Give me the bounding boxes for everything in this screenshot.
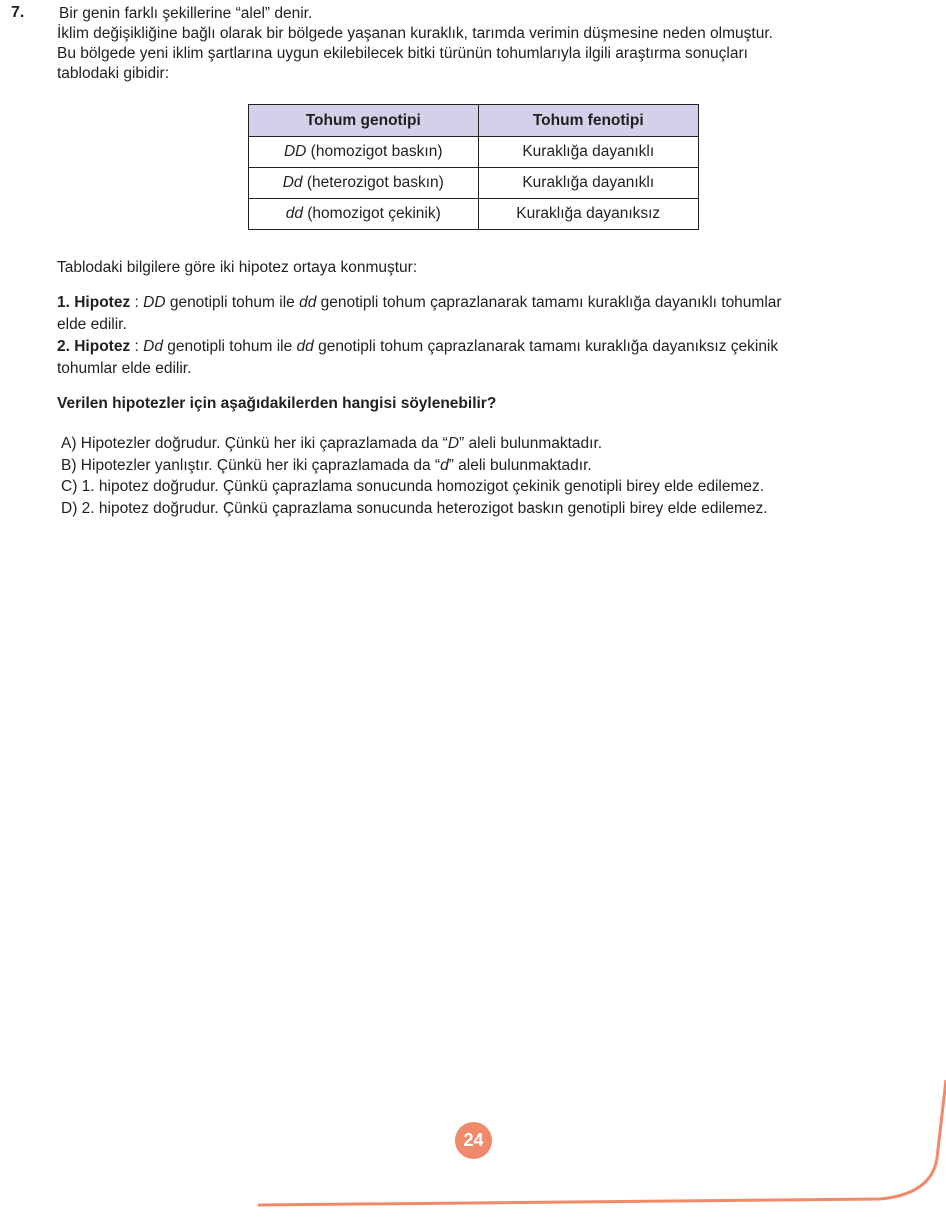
genotype-desc: (homozigot çekinik) [302, 205, 441, 222]
hypothesis-text: genotipli tohum çaprazlanarak tamamı kuraklığa dayanıklı tohumlar [316, 294, 782, 311]
option-c[interactable]: C) 1. hipotez doğrudur. Çünkü çaprazlama sonucunda homozigot çekinik genotipli birey elde edilemez. [61, 478, 765, 496]
table-note: Tablodaki bilgilere göre iki hipotez ortaya konmuştur: [57, 259, 418, 276]
genotype-desc: (homozigot baskın) [306, 143, 443, 160]
intro-line: İklim değişikliğine bağlı olarak bir bölgede yaşanan kuraklık, tarımda verimin düşmesine neden olmuştur. [57, 25, 773, 42]
genotype-code: dd [296, 338, 314, 355]
intro-line: Bir genin farklı şekillerine “alel” denir. [59, 5, 313, 22]
hypothesis-label: 1. Hipotez [57, 294, 131, 311]
genotype-code: dd [299, 294, 317, 311]
hypothesis-label: 2. Hipotez [57, 338, 131, 355]
genotype-code: Dd [282, 174, 303, 191]
hypothesis-line: elde edilir. [57, 316, 127, 333]
intro-line: tablodaki gibidir: [57, 65, 170, 82]
genotype-code: DD [283, 143, 307, 160]
option-text: A) Hipotezler doğrudur. Çünkü her iki çaprazlamada da “ [61, 435, 448, 452]
intro-line: Bu bölgede yeni iklim şartlarına uygun ekilebilecek bitki türünün tohumlarıyla ilgili araştırma sonuçları [57, 45, 748, 62]
hypothesis-separator: : [130, 294, 144, 311]
header-phenotype: Tohum fenotipi [478, 105, 699, 137]
genotype-code: dd [285, 205, 303, 222]
question-prompt: Verilen hipotezler için aşağıdakilerden hangisi söylenebilir? [57, 395, 497, 412]
hypothesis-separator: : [130, 338, 144, 355]
allele-symbol: d [440, 456, 449, 474]
allele-symbol: D [447, 435, 460, 452]
option-text: B) Hipotezler yanlıştır. Çünkü her iki çaprazlamada da “ [61, 456, 441, 474]
corner-curve [258, 1080, 946, 1205]
option-text: ” aleli bulunmaktadır. [448, 456, 592, 474]
hypothesis-text: genotipli tohum ile [165, 294, 300, 311]
option-text: ” aleli bulunmaktadır. [459, 435, 603, 452]
phenotype-cell: Kuraklığa dayanıklı [478, 137, 699, 168]
phenotype-cell: Kuraklığa dayanıksız [478, 199, 699, 230]
genotype-code: Dd [143, 338, 163, 355]
hypothesis-text: genotipli tohum ile [162, 338, 297, 355]
hypothesis-line: tohumlar elde edilir. [57, 360, 192, 377]
question-number: 7. [11, 4, 25, 21]
genotype-code: DD [143, 294, 166, 311]
phenotype-cell: Kuraklığa dayanıklı [478, 168, 699, 199]
genotype-desc: (heterozigot baskın) [302, 174, 444, 191]
page-number-badge: 24 [455, 1122, 492, 1159]
hypothesis-text: genotipli tohum çaprazlanarak tamamı kuraklığa dayanıksız çekinik [313, 338, 779, 355]
option-d[interactable]: D) 2. hipotez doğrudur. Çünkü çaprazlama sonucunda heterozigot baskın genotipli birey elde edilemez. [61, 500, 768, 518]
header-genotype: Tohum genotipi [249, 105, 479, 137]
corner-fill [258, 1075, 946, 1219]
